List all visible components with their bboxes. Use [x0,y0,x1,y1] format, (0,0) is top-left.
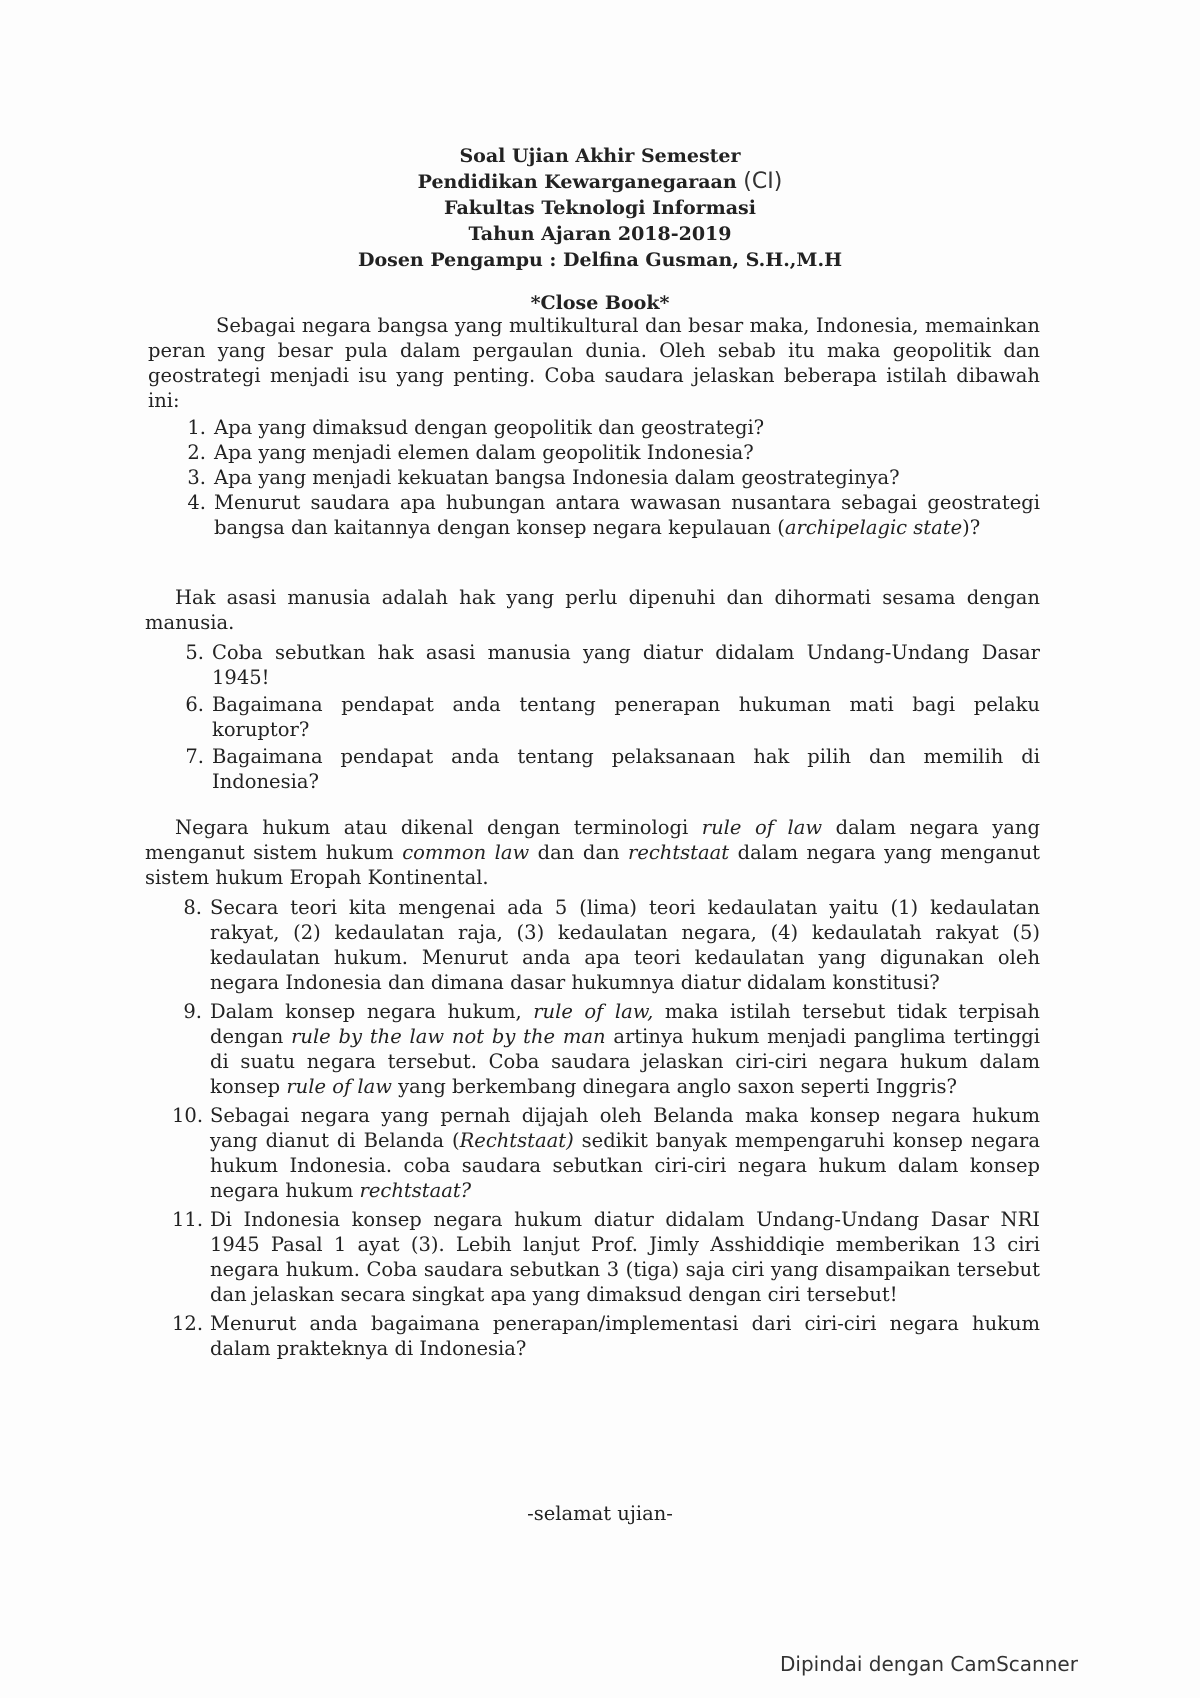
question-2: 2. Apa yang menjadi elemen dalam geopolitik Indonesia? [187,441,754,464]
section1-intro: Sebagai negara bangsa yang multikultural dan besar maka, Indonesia, memainkan peran yang besar pula dalam pergaulan dunia. Oleh sebab itu maka geopolitik dan geostrategi menjadi isu yang penting. Coba saudara jelaskan beberapa istilah dibawah ini: [148,314,1040,412]
question-3: 3. Apa yang menjadi kekuatan bangsa Indonesia dalam geostrateginya? [187,466,900,489]
section3-intro: Negara hukum atau dikenal dengan terminologi rule of law dalam negara yang menganut sistem hukum common law dan dan rechtstaat dalam negara yang menganut sistem hukum Eropah Kontinental. [145,816,1040,889]
question-8: 8. Secara teori kita mengenai ada 5 (lima) teori kedaulatan yaitu (1) kedaulatan rakyat, (2) kedaulatan raja, (3) kedaulatan negara, (4) kedaulatah rakyat (5) kedaulatan hukum. Menurut anda apa teori kedaulatan yang digunakan oleh negara Indonesia dan dimana dasar hukumnya diatur didalam konstitusi? [183,896,1040,994]
section2-intro: Hak asasi manusia adalah hak yang perlu dipenuhi dan dihormati sesama dengan manusia. [145,586,1040,634]
question-1: 1. Apa yang dimaksud dengan geopolitik dan geostrategi? [187,416,765,439]
question-12: 12. Menurut anda bagaimana penerapan/implementasi dari ciri-ciri negara hukum dalam prakteknya di Indonesia? [172,1312,1040,1360]
section2-questions [178,640,1040,794]
header-course [0,169,1200,195]
question-11: 11. Di Indonesia konsep negara hukum diatur didalam Undang-Undang Dasar NRI 1945 Pasal 1 ayat (3). Lebih lanjut Prof. Jimly Asshiddiqie memberikan 13 ciri negara hukum. Coba saudara sebutkan 3 (tiga) saja ciri yang disampaikan tersebut dan jelaskan secara singkat apa yang dimaksud dengan ciri tersebut! [172,1208,1040,1306]
header-faculty: Fakultas Teknologi Informasi [444,197,756,219]
question-4: 4. Menurut saudara apa hubungan antara wawasan nusantara sebagai geostrategi bangsa dan kaitannya dengan konsep negara kepulauan (archipelagic state)? [187,491,1040,539]
question-7: 7. Bagaimana pendapat anda tentang pelaksanaan hak pilih dan memilih di Indonesia? [185,745,1040,793]
question-5: 5. Coba sebutkan hak asasi manusia yang diatur didalam Undang-Undang Dasar 1945! [185,641,1040,689]
header-lecturer: Dosen Pengampu : Delfina Gusman, S.H.,M.H [357,249,843,271]
section3-questions [172,895,1040,1361]
close-book-label: *Close Book* [530,292,670,314]
header-course-name: Pendidikan Kewarganegaraan [417,171,737,193]
header-class-note: (CI) [743,169,783,194]
question-10: 10. Sebagai negara yang pernah dijajah oleh Belanda maka konsep negara hukum yang dianut di Belanda (Rechtstaat) sedikit banyak mempengaruhi konsep negara hukum Indonesia. coba saudara sebutkan ciri-ciri negara hukum dalam konsep negara hukum rechtstaat? [172,1104,1040,1202]
question-9: 9. Dalam konsep negara hukum, rule of law, maka istilah tersebut tidak terpisah dengan rule by the law not by the man artinya hukum menjadi panglima tertinggi di suatu negara tersebut. Coba saudara jelaskan ciri-ciri negara hukum dalam konsep rule of law yang berkembang dinegara anglo saxon seperti Inggris? [183,1000,1041,1098]
question-6: 6. Bagaimana pendapat anda tentang penerapan hukuman mati bagi pelaku koruptor? [185,693,1040,741]
scanner-watermark: Dipindai dengan CamScanner [780,1652,1078,1676]
exam-header [0,143,1200,273]
header-academic-year: Tahun Ajaran 2018-2019 [468,223,732,245]
section1-questions [180,415,1040,540]
closing-greeting: -selamat ujian- [527,1502,673,1525]
header-title: Soal Ujian Akhir Semester [459,145,741,167]
